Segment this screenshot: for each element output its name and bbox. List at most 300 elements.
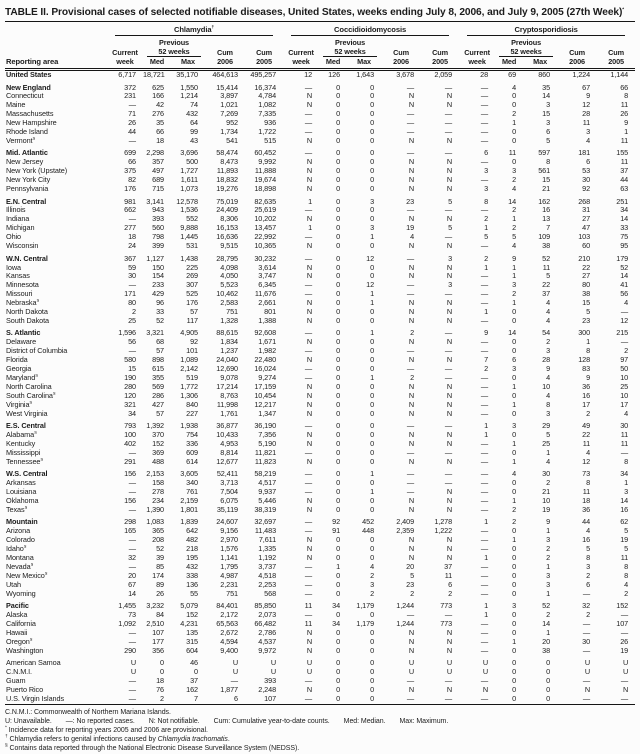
value-cell: 482 xyxy=(186,536,198,545)
value-cell: 4 xyxy=(624,299,629,308)
value-cell: 0 xyxy=(512,611,517,619)
value-cell: 488 xyxy=(152,457,164,466)
value-cell: 393 xyxy=(264,676,277,685)
value-cell: 604 xyxy=(186,646,198,655)
value-cell: 0 xyxy=(336,215,341,224)
value-cell: N xyxy=(306,496,313,505)
value-cell: N xyxy=(446,167,453,176)
value-cell: 2 xyxy=(624,347,629,356)
value-cell: 6 xyxy=(586,158,591,167)
value-cell: 43 xyxy=(190,136,198,145)
value-cell: 0 xyxy=(370,431,375,439)
value-cell: 1 xyxy=(624,128,629,137)
value-cell: 16 xyxy=(542,206,551,215)
value-cell: 2 xyxy=(512,518,517,527)
value-cell: — xyxy=(480,158,489,167)
value-cell: 0 xyxy=(336,685,341,694)
value-cell: 18 xyxy=(128,233,136,242)
table-body xyxy=(5,70,635,705)
value-cell: 10,462 xyxy=(216,290,238,299)
value-cell: 3 xyxy=(484,167,489,176)
value-cell: 1,445 xyxy=(180,233,198,242)
value-cell: 37 xyxy=(190,676,198,685)
value-cell: 0 xyxy=(160,659,164,668)
value-cell: 27 xyxy=(582,215,591,224)
reporting-area-cell: Illinois xyxy=(6,206,26,215)
value-cell: N xyxy=(446,431,453,439)
value-cell: 5 xyxy=(546,272,551,281)
value-cell: — xyxy=(480,373,489,382)
value-cell: 6 xyxy=(234,694,238,703)
reporting-area-cell: New Mexico§ xyxy=(6,571,48,580)
value-cell: 8,814 xyxy=(220,448,238,457)
value-cell: 1 xyxy=(512,439,517,448)
value-cell: N xyxy=(306,158,313,167)
value-cell: 1,179 xyxy=(356,619,375,628)
table-row xyxy=(5,70,635,80)
value-cell: 11,888 xyxy=(254,167,277,176)
value-cell: 156 xyxy=(124,496,136,505)
value-cell: N xyxy=(622,685,629,694)
value-cell: — xyxy=(304,110,313,119)
value-cell: 500 xyxy=(186,158,198,167)
value-cell: 4,987 xyxy=(220,571,238,580)
value-cell: — xyxy=(444,373,453,382)
value-cell: 4,905 xyxy=(180,329,198,338)
value-cell: N xyxy=(446,299,453,308)
value-cell: 8 xyxy=(484,197,489,206)
value-cell: 0 xyxy=(336,197,341,206)
value-cell: 1 xyxy=(484,431,489,439)
value-cell: 0 xyxy=(512,553,517,562)
value-cell: N xyxy=(408,505,415,514)
value-cell: — xyxy=(304,233,313,242)
value-cell: 1 xyxy=(370,233,375,242)
value-cell: 8 xyxy=(624,571,629,580)
previous-label: Previous xyxy=(335,38,366,47)
value-cell: 2,073 xyxy=(258,611,277,619)
value-cell: 11 xyxy=(620,136,629,145)
value-cell: 11,676 xyxy=(254,290,277,299)
value-cell: 33 xyxy=(620,224,629,233)
value-cell: 0 xyxy=(336,571,341,580)
value-cell: N xyxy=(306,316,313,325)
table-row xyxy=(5,215,635,224)
value-cell: 1 xyxy=(512,400,517,409)
value-cell: 0 xyxy=(512,685,517,694)
area-footnote-marker: § xyxy=(23,545,27,550)
value-cell: 278 xyxy=(152,488,164,497)
value-cell: — xyxy=(128,479,136,488)
value-cell: 5 xyxy=(546,136,551,145)
value-cell: 32 xyxy=(128,553,136,562)
value-cell: 10,454 xyxy=(254,391,277,400)
reporting-area-cell: Washington xyxy=(6,646,44,655)
reporting-area-cell: Arizona xyxy=(6,527,31,536)
value-cell: — xyxy=(582,619,591,628)
value-cell: 0 xyxy=(336,545,341,554)
value-cell: 38 xyxy=(582,290,591,299)
value-cell: 2 xyxy=(484,254,489,263)
value-cell: 11 xyxy=(620,553,629,562)
cum-label: Cum xyxy=(217,48,233,57)
value-cell: N xyxy=(408,536,415,545)
value-cell: 120 xyxy=(124,391,136,400)
value-cell: 96 xyxy=(156,299,164,308)
reporting-area-cell: Montana xyxy=(6,553,34,562)
value-cell: 92 xyxy=(332,518,341,527)
value-cell: 231 xyxy=(124,92,136,101)
value-cell: 9 xyxy=(484,329,489,338)
value-cell: 943 xyxy=(152,206,164,215)
value-cell: N xyxy=(446,685,453,694)
value-cell: — xyxy=(444,694,453,703)
value-cell: 0 xyxy=(370,338,375,347)
value-cell: 14 xyxy=(542,619,551,628)
value-cell: N xyxy=(408,299,415,308)
value-cell: 3 xyxy=(512,602,517,611)
value-cell: 8 xyxy=(624,92,629,101)
value-cell: — xyxy=(406,448,415,457)
value-cell: 568 xyxy=(264,589,277,598)
table-row xyxy=(5,602,635,611)
value-cell: 0 xyxy=(512,619,517,628)
value-cell: — xyxy=(128,488,136,497)
value-cell: 5,523 xyxy=(220,281,238,290)
value-cell: 12 xyxy=(582,457,591,466)
value-cell: 5 xyxy=(586,545,591,554)
value-cell: 162 xyxy=(538,197,551,206)
value-cell: 0 xyxy=(336,382,341,391)
value-cell: 37 xyxy=(444,562,453,571)
value-cell: 4,537 xyxy=(258,637,277,646)
value-cell: — xyxy=(480,545,489,554)
value-cell: N xyxy=(446,439,453,448)
value-cell: 126 xyxy=(328,70,341,79)
value-cell: 1 xyxy=(512,215,517,224)
value-cell: 36 xyxy=(582,382,591,391)
value-cell: — xyxy=(304,365,313,374)
value-cell: 20 xyxy=(406,562,415,571)
value-cell: 9,972 xyxy=(258,646,277,655)
value-cell: 0 xyxy=(370,457,375,466)
value-cell: 16 xyxy=(582,391,591,400)
value-cell: 9 xyxy=(586,373,591,382)
value-cell: N xyxy=(306,185,313,194)
value-cell: 176 xyxy=(186,299,198,308)
value-cell: U xyxy=(306,668,313,677)
value-cell: 13,457 xyxy=(254,224,277,233)
value-cell: 1 xyxy=(484,602,489,611)
value-cell: 1 xyxy=(484,611,489,619)
area-footnote-marker: § xyxy=(29,637,33,643)
table-row xyxy=(5,347,635,356)
value-cell: U xyxy=(232,659,238,668)
value-cell: 42 xyxy=(156,101,164,110)
value-cell: 10,365 xyxy=(254,242,277,251)
value-cell: 4,050 xyxy=(220,272,238,281)
table-row xyxy=(5,383,635,392)
value-cell: N xyxy=(408,637,415,646)
value-cell: 0 xyxy=(336,496,341,505)
value-cell: 135 xyxy=(186,628,198,637)
table-row xyxy=(5,290,635,299)
value-cell: 0 xyxy=(370,215,375,224)
value-cell: 0 xyxy=(336,272,341,281)
value-cell: 3 xyxy=(370,580,375,589)
value-cell: 52 xyxy=(542,602,551,611)
value-cell: 33 xyxy=(156,308,164,317)
value-cell: — xyxy=(304,694,313,703)
value-cell: — xyxy=(304,580,313,589)
value-cell: 5 xyxy=(624,527,629,536)
value-cell: — xyxy=(128,136,136,145)
value-cell: 0 xyxy=(512,527,517,536)
value-cell: 1,982 xyxy=(258,347,277,356)
value-cell: — xyxy=(406,281,415,290)
value-cell: — xyxy=(620,308,629,317)
value-cell: N xyxy=(408,356,415,365)
value-cell: 225 xyxy=(186,263,198,272)
value-cell: N xyxy=(306,545,313,554)
reporting-area-cell: Oregon§ xyxy=(6,637,33,646)
area-footnote-marker: § xyxy=(29,400,32,406)
value-cell: 11 xyxy=(620,431,629,439)
value-cell: 0 xyxy=(512,589,517,598)
value-cell: 1,455 xyxy=(118,602,136,611)
value-cell: 4 xyxy=(586,527,591,536)
reporting-area-cell: Connecticut xyxy=(6,92,44,101)
value-cell: 2 xyxy=(624,589,629,598)
value-cell: 11 xyxy=(582,439,591,448)
value-cell: N xyxy=(306,646,313,655)
value-cell: 0 xyxy=(370,347,375,356)
value-cell: 210 xyxy=(578,254,591,263)
value-cell: 16,636 xyxy=(216,233,238,242)
value-cell: 3 xyxy=(546,580,551,589)
value-cell: 34 xyxy=(332,602,341,611)
value-cell: 0 xyxy=(370,316,375,325)
table-row xyxy=(5,242,635,251)
value-cell: 0 xyxy=(336,400,341,409)
value-cell: — xyxy=(230,676,238,685)
value-cell: N xyxy=(306,382,313,391)
value-cell: N xyxy=(306,685,313,694)
value-cell: 3,321 xyxy=(146,329,164,338)
value-cell: 4 xyxy=(512,470,517,479)
value-cell: 0 xyxy=(546,659,551,668)
value-cell: — xyxy=(480,119,489,128)
value-cell: 531 xyxy=(186,242,198,251)
value-cell: 625 xyxy=(152,83,164,92)
value-cell: 0 xyxy=(336,254,341,263)
value-cell: 30 xyxy=(128,272,136,281)
value-cell: 12 xyxy=(366,254,375,263)
value-cell: 4,517 xyxy=(258,479,277,488)
area-footnote-marker: § xyxy=(40,457,43,463)
value-cell: 3,696 xyxy=(180,149,198,158)
value-cell: — xyxy=(128,562,136,571)
value-cell: 2 xyxy=(132,308,136,317)
current-label: Current xyxy=(112,48,138,57)
reporting-area-cell: Kansas xyxy=(6,272,30,281)
value-cell: 88,615 xyxy=(216,329,238,338)
value-cell: 0 xyxy=(512,347,517,356)
table-row xyxy=(5,638,635,647)
value-cell: N xyxy=(306,299,313,308)
value-cell: — xyxy=(406,365,415,374)
value-cell: 3 xyxy=(546,119,551,128)
table-row xyxy=(5,536,635,545)
value-cell: 1,192 xyxy=(258,553,277,562)
max-label: Max xyxy=(523,57,557,70)
value-cell: 84 xyxy=(156,611,164,619)
value-cell: 85 xyxy=(156,562,164,571)
value-cell: N xyxy=(446,553,453,562)
table-row xyxy=(5,479,635,488)
value-cell: 1,224 xyxy=(572,70,591,79)
value-cell: 1,092 xyxy=(118,619,136,628)
cum-2005-label: 2005 xyxy=(597,57,635,70)
value-cell: 761 xyxy=(186,488,198,497)
footnote-dagger: † Chlamydia refers to genital infections caused by Chlamydia trachomatis. xyxy=(5,734,230,744)
value-cell: 36 xyxy=(582,505,591,514)
value-cell: 11 xyxy=(508,149,517,158)
value-cell: — xyxy=(128,628,136,637)
table-row xyxy=(5,308,635,317)
value-cell: 560 xyxy=(152,224,164,233)
value-cell: — xyxy=(480,448,489,457)
value-cell: 840 xyxy=(186,400,198,409)
value-cell: 0 xyxy=(336,589,341,598)
value-cell: 0 xyxy=(336,263,341,272)
value-cell: 2 xyxy=(410,329,415,338)
value-cell: 0 xyxy=(336,470,341,479)
value-cell: 56 xyxy=(620,290,629,299)
value-cell: 109 xyxy=(538,233,551,242)
reporting-area-cell: District of Columbia xyxy=(6,347,68,356)
reporting-area-cell: Hawaii xyxy=(6,628,28,637)
table-row xyxy=(5,101,635,110)
value-cell: 0 xyxy=(336,206,341,215)
value-cell: 0 xyxy=(370,83,375,92)
value-cell: 609 xyxy=(186,448,198,457)
reporting-area-cell: United States xyxy=(6,70,52,79)
value-cell: 0 xyxy=(546,685,551,694)
max-label: Max xyxy=(347,57,381,70)
value-cell: — xyxy=(480,505,489,514)
value-cell: 1,244 xyxy=(396,619,415,628)
value-cell: — xyxy=(128,676,136,685)
value-cell: N xyxy=(408,400,415,409)
value-cell: 1,237 xyxy=(220,347,238,356)
reporting-area-cell: Mountain xyxy=(6,518,38,527)
value-cell: — xyxy=(480,338,489,347)
value-cell: 174 xyxy=(152,571,164,580)
value-cell: 1,127 xyxy=(146,254,164,263)
value-cell: 2 xyxy=(370,589,375,598)
value-cell: 291 xyxy=(124,457,136,466)
value-cell: 37 xyxy=(542,290,551,299)
value-cell: 6 xyxy=(512,356,517,365)
value-cell: 2,672 xyxy=(220,628,238,637)
value-cell: 63 xyxy=(620,185,629,194)
value-cell: 8,473 xyxy=(220,158,238,167)
value-cell: 0 xyxy=(512,128,517,137)
value-cell: 9,400 xyxy=(220,646,238,655)
table-row xyxy=(5,440,635,449)
value-cell: N xyxy=(306,637,313,646)
value-cell: — xyxy=(128,281,136,290)
value-cell: 101 xyxy=(186,347,198,356)
value-cell: N xyxy=(306,628,313,637)
table-row xyxy=(5,563,635,572)
value-cell: 154 xyxy=(152,272,164,281)
value-cell: 0 xyxy=(512,659,517,668)
value-cell: N xyxy=(446,382,453,391)
value-cell: 4 xyxy=(546,299,551,308)
value-cell: 1,438 xyxy=(180,254,198,263)
disease-header-cryptosporidiosis: Cryptosporidiosis xyxy=(459,22,635,36)
value-cell: 8 xyxy=(624,457,629,466)
value-cell: 1,388 xyxy=(258,316,277,325)
value-cell: 2,172 xyxy=(220,611,238,619)
value-cell: 429 xyxy=(152,290,164,299)
value-cell: 2 xyxy=(512,505,517,514)
value-cell: 1,611 xyxy=(180,176,198,185)
value-cell: — xyxy=(304,290,313,299)
value-cell: 0 xyxy=(370,185,375,194)
cum-label: Cum xyxy=(432,48,449,57)
value-cell: 2 xyxy=(546,479,551,488)
value-cell: 41 xyxy=(620,281,629,290)
value-cell: 0 xyxy=(336,224,341,233)
value-cell: 1 xyxy=(484,308,489,317)
value-cell: 2,248 xyxy=(258,685,277,694)
value-cell: 4 xyxy=(546,316,551,325)
value-cell: — xyxy=(128,685,136,694)
value-cell: N xyxy=(408,308,415,317)
value-cell: 107 xyxy=(264,694,277,703)
reporting-area-cell: Pennsylvania xyxy=(6,185,49,194)
value-cell: 6 xyxy=(546,128,551,137)
value-cell: — xyxy=(406,611,415,619)
value-cell: N xyxy=(446,628,453,637)
value-cell: U xyxy=(446,668,453,677)
value-cell: 66 xyxy=(156,128,164,137)
table-row xyxy=(5,554,635,563)
value-cell: 4,953 xyxy=(220,439,238,448)
value-cell: 8 xyxy=(586,553,591,562)
table-row xyxy=(5,338,635,347)
value-cell: 9,078 xyxy=(220,373,238,382)
value-cell: 1,021 xyxy=(220,101,238,110)
value-cell: 0 xyxy=(336,611,341,619)
value-cell: 56 xyxy=(128,338,136,347)
value-cell: 1,536 xyxy=(180,206,198,215)
value-cell: — xyxy=(128,536,136,545)
value-cell: 3 xyxy=(512,281,517,290)
value-cell: 1 xyxy=(512,272,517,281)
value-cell: 5 xyxy=(512,233,517,242)
value-cell: 52 xyxy=(156,316,164,325)
value-cell: 83 xyxy=(582,365,591,374)
cum-2006-label: 2006 xyxy=(557,57,597,70)
value-cell: 365 xyxy=(152,527,164,536)
value-cell: 1 xyxy=(484,263,489,272)
table-row xyxy=(5,110,635,119)
value-cell: 0 xyxy=(512,668,517,677)
